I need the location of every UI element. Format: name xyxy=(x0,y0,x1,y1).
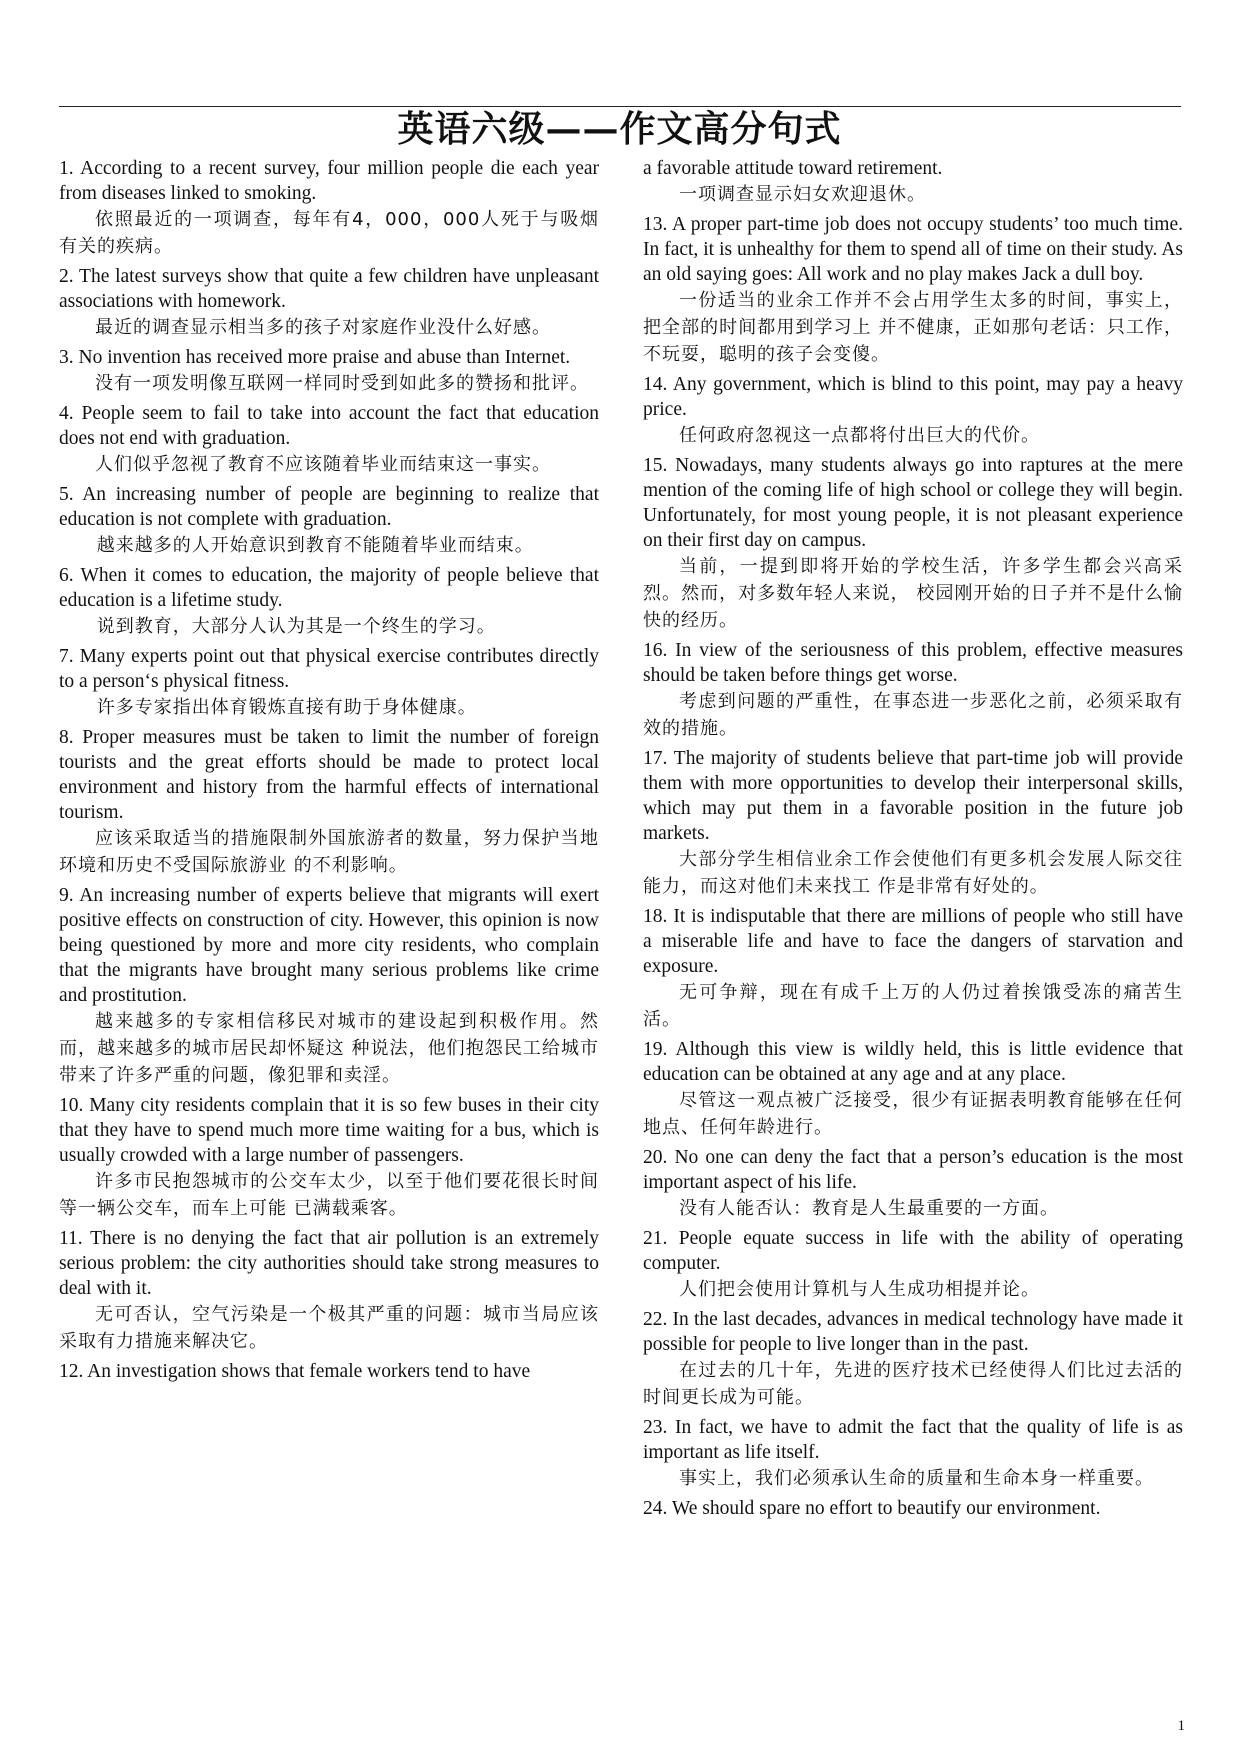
sentence-item xyxy=(643,638,1183,742)
chinese-translation: 许多市民抱怨城市的公交车太少，以至于他们要花很长时间等一辆公交车，而车上可能 已满载乘客。 xyxy=(59,1171,599,1219)
english-sentence: 5. An increasing number of people are beginning to realize that education is not complete with graduation. xyxy=(59,484,599,530)
sentence-item xyxy=(643,453,1183,634)
english-sentence: 7. Many experts point out that physical exercise contributes directly to a person‘s physical fitness. xyxy=(59,646,599,692)
left-column xyxy=(59,156,599,1388)
sentence-item xyxy=(643,746,1183,900)
sentence-item xyxy=(643,156,1183,208)
sentence-item xyxy=(59,401,599,478)
sentence-item xyxy=(643,1037,1183,1141)
chinese-translation: 说到教育，大部分人认为其是一个终生的学习。 xyxy=(96,616,496,637)
chinese-translation: 许多专家指出体育锻炼直接有助于身体健康。 xyxy=(96,697,477,718)
english-sentence: 24. We should spare no effort to beautify our environment. xyxy=(643,1498,1101,1519)
chinese-translation: 没有人能否认：教育是人生最重要的一方面。 xyxy=(679,1198,1059,1219)
sentence-item xyxy=(59,1093,599,1222)
english-sentence: 14. Any government, which is blind to this point, may pay a heavy price. xyxy=(643,374,1183,420)
chinese-translation: 一项调查显示妇女欢迎退休。 xyxy=(679,184,926,205)
chinese-translation: 尽管这一观点被广泛接受，很少有证据表明教育能够在任何地点、任何年龄进行。 xyxy=(643,1090,1183,1138)
sentence-item xyxy=(643,1496,1183,1521)
sentence-item xyxy=(643,904,1183,1033)
english-sentence: 16. In view of the seriousness of this problem, effective measures should be taken before things get worse. xyxy=(643,640,1183,686)
english-sentence: 6. When it comes to education, the majority of people believe that education is a lifetime study. xyxy=(59,565,599,611)
english-sentence: 10. Many city residents complain that it is so few buses in their city that they have to spend much more time waiting for a bus, which is usually crowded with a large number of passengers. xyxy=(59,1095,599,1166)
sentence-item xyxy=(643,212,1183,368)
chinese-translation: 人们把会使用计算机与人生成功相提并论。 xyxy=(679,1279,1040,1300)
sentence-item xyxy=(59,644,599,721)
chinese-translation: 在过去的几十年，先进的医疗技术已经使得人们比过去活的时间更长成为可能。 xyxy=(643,1360,1183,1408)
english-sentence: 9. An increasing number of experts believe that migrants will exert positive effects on construction of city. However, this opinion is now being questioned by more and more city residents, who complain that the migrants have brought many serious problems like crime and prostitution. xyxy=(59,885,599,1006)
sentence-item xyxy=(59,883,599,1089)
sentence-item xyxy=(59,563,599,640)
chinese-translation: 一份适当的业余工作并不会占用学生太多的时间，事实上，把全部的时间都用到学习上 并不健康，正如那句老话：只工作，不玩耍，聪明的孩子会变傻。 xyxy=(643,290,1183,365)
sentence-item xyxy=(59,156,599,260)
sentence-item xyxy=(59,482,599,559)
english-sentence: 8. Proper measures must be taken to limit the number of foreign tourists and the great efforts should be made to protect local environment and history from the harmful effects of international tourism. xyxy=(59,727,599,823)
chinese-translation: 越来越多的专家相信移民对城市的建设起到积极作用。然而，越来越多的城市居民却怀疑这 种说法，他们抱怨民工给城市带来了许多严重的问题，像犯罪和卖淫。 xyxy=(59,1011,599,1086)
english-sentence: 4. People seem to fail to take into account the fact that education does not end with graduation. xyxy=(59,403,599,449)
page-number: 1 xyxy=(1177,1718,1185,1734)
chinese-translation: 依照最近的一项调查，每年有4，000，000人死于与吸烟有关的疾病。 xyxy=(59,209,599,257)
chinese-translation: 无可否认，空气污染是一个极其严重的问题：城市当局应该采取有力措施来解决它。 xyxy=(59,1304,599,1352)
sentence-item xyxy=(643,1226,1183,1303)
sentence-item xyxy=(643,1415,1183,1492)
english-sentence: 3. No invention has received more praise and abuse than Internet. xyxy=(59,347,571,368)
right-column xyxy=(643,156,1183,1525)
english-sentence: 15. Nowadays, many students always go into raptures at the mere mention of the coming life of high school or college they will begin. Unfortunately, for most young people, it is not pleasant experience on their first day on campus. xyxy=(643,455,1183,551)
english-sentence: 12. An investigation shows that female workers tend to have xyxy=(59,1361,531,1382)
english-sentence: 11. There is no denying the fact that air pollution is an extremely serious problem: the city authorities should take strong measures to deal with it. xyxy=(59,1228,599,1299)
english-sentence: 19. Although this view is wildly held, this is little evidence that education can be obtained at any age and at any place. xyxy=(643,1039,1183,1085)
english-sentence: 17. The majority of students believe that part-time job will provide them with more opportunities to develop their interpersonal skills, which may put them in a favorable position in the future job markets. xyxy=(643,748,1183,844)
chinese-translation: 事实上，我们必须承认生命的质量和生命本身一样重要。 xyxy=(679,1468,1154,1489)
english-sentence: 22. In the last decades, advances in medical technology have made it possible for people to live longer than in the past. xyxy=(643,1309,1183,1355)
sentence-item xyxy=(643,1145,1183,1222)
sentence-item xyxy=(59,264,599,341)
page-title: 英语六级——作文高分句式 xyxy=(397,108,842,150)
sentence-item xyxy=(59,1359,599,1384)
chinese-translation: 没有一项发明像互联网一样同时受到如此多的赞扬和批评。 xyxy=(95,373,589,394)
chinese-translation: 人们似乎忽视了教育不应该随着毕业而结束这一事实。 xyxy=(95,454,551,475)
english-sentence: 2. The latest surveys show that quite a few children have unpleasant associations with homework. xyxy=(59,266,599,312)
english-sentence: 21. People equate success in life with the ability of operating computer. xyxy=(643,1228,1183,1274)
sentence-item xyxy=(59,1226,599,1355)
chinese-translation: 无可争辩，现在有成千上万的人仍过着挨饿受冻的痛苦生活。 xyxy=(643,982,1183,1030)
english-sentence: 1. According to a recent survey, four million people die each year from diseases linked to smoking. xyxy=(59,158,599,204)
chinese-translation: 越来越多的人开始意识到教育不能随着毕业而结束。 xyxy=(96,535,534,556)
english-sentence: 13. A proper part-time job does not occupy students’ too much time. In fact, it is unhealthy for them to spend all of time on their study. As an old saying goes: All work and no play makes Jack a dull boy. xyxy=(643,214,1183,285)
chinese-translation: 当前，一提到即将开始的学校生活，许多学生都会兴高采烈。然而，对多数年轻人来说， 校园刚开始的日子并不是什么愉快的经历。 xyxy=(643,556,1183,631)
sentence-item xyxy=(59,345,599,397)
english-sentence: 23. In fact, we have to admit the fact that the quality of life is as important as life itself. xyxy=(643,1417,1183,1463)
sentence-item xyxy=(643,1307,1183,1411)
chinese-translation: 大部分学生相信业余工作会使他们有更多机会发展人际交往能力，而这对他们未来找工 作是非常有好处的。 xyxy=(643,849,1183,897)
english-sentence: 18. It is indisputable that there are millions of people who still have a miserable life and have to face the dangers of starvation and exposure. xyxy=(643,906,1183,977)
chinese-translation: 应该采取适当的措施限制外国旅游者的数量，努力保护当地环境和历史不受国际旅游业 的不利影响。 xyxy=(59,828,599,876)
chinese-translation: 最近的调查显示相当多的孩子对家庭作业没什么好感。 xyxy=(95,317,551,338)
sentence-item xyxy=(643,372,1183,449)
chinese-translation: 考虑到问题的严重性，在事态进一步恶化之前，必须采取有效的措施。 xyxy=(643,691,1183,739)
sentence-item xyxy=(59,725,599,879)
chinese-translation: 任何政府忽视这一点都将付出巨大的代价。 xyxy=(679,425,1040,446)
english-sentence: 20. No one can deny the fact that a person’s education is the most important aspect of his life. xyxy=(643,1147,1183,1193)
english-sentence: a favorable attitude toward retirement. xyxy=(643,158,943,179)
